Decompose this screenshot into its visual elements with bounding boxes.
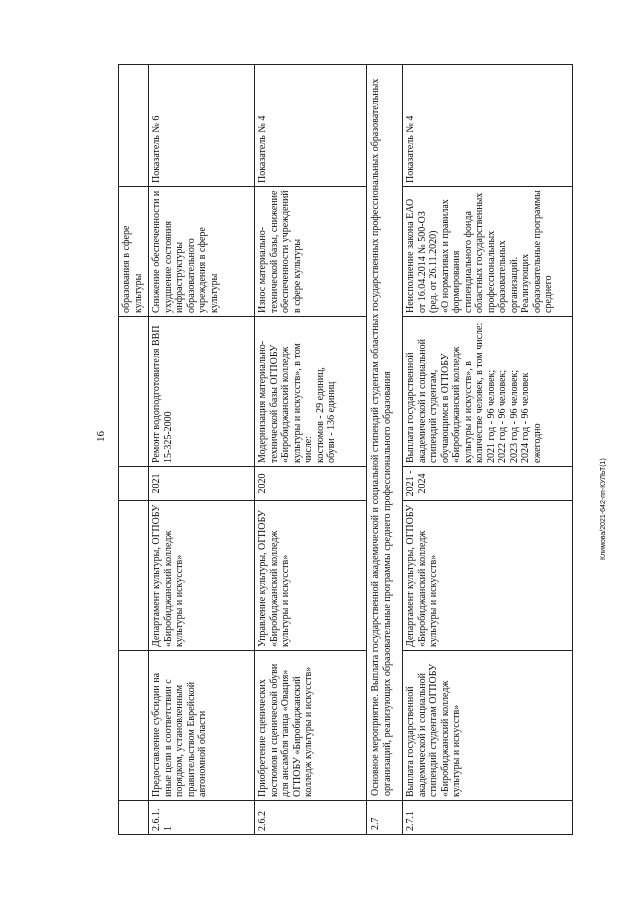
- table-row: [403, 65, 573, 835]
- table-row: [119, 65, 149, 835]
- section-title: Основное мероприятие. Выплата государственной академической и социальной стипендий студентам областных государственных профессиональных образовательных организаций, реализующих образовательные программы среднего профессионального образования: [367, 65, 403, 801]
- section-row: [367, 65, 403, 835]
- cell-year: 2020: [255, 467, 367, 501]
- cell-result: Ремонт водоподготовителя ВВП 15-325-2000: [149, 317, 255, 467]
- rotated-table-wrapper: [118, 65, 580, 835]
- cell-name: [119, 651, 149, 801]
- table-row: [255, 65, 367, 835]
- cell-executor: Управление культуры, ОГПОБУ «Биробиджанский колледж культуры и искусств»: [255, 501, 367, 651]
- cell-result: Модернизация материально-технической базы ОГПОБУ «Биробиджанский колледж культуры и искусств», в том числе: костюмов - 29 единиц, обуви - 136 единиц: [255, 317, 367, 467]
- cell-risk: Износ материально-технической базы, снижение обеспеченности учреждений в сфере культуры: [255, 187, 367, 317]
- cell-risk: Неисполнение закона ЕАО от 16.04.2014 № 500-ОЗ (ред. от 26.11.2020) «О нормативах и правилах формирования стипендиального фонда областных государственных профессиональных образовательных организаций. Реализующих образовательные программы среднего: [403, 187, 573, 317]
- cell-num: [119, 801, 149, 835]
- cell-num: 2.7.1: [403, 801, 573, 835]
- cell-name: Выплата государственной академической и социальной стипендий студентам ОГПОБУ «Биробиджанский колледж культуры и искусств»: [403, 651, 573, 801]
- cell-executor: Департамент культуры, ОГПОБУ «Биробиджанский колледж культуры и искусств»: [149, 501, 255, 651]
- cell-name: Предоставление субсидии на иные цели в соответствии с порядком, установленным правительством Еврейской автономной области: [149, 651, 255, 801]
- cell-num: 2.6.2: [255, 801, 367, 835]
- measures-table: [118, 64, 573, 835]
- cell-result: [119, 317, 149, 467]
- page-number: 16: [95, 431, 107, 442]
- cell-executor: Департамент культуры, ОГПОБУ «Биробиджанский колледж культуры и искусств»: [403, 501, 573, 651]
- cell-risk: Снижение обеспеченности и ухудшение состояния инфраструктуры образовательного учреждения в сфере культуры: [149, 187, 255, 317]
- cell-executor: [119, 501, 149, 651]
- section-num: 2.7: [367, 801, 403, 835]
- cell-indicator: Показатель № 4: [255, 65, 367, 187]
- cell-num: 2.6.1. 1: [149, 801, 255, 835]
- cell-risk: образования в сфере культуры: [119, 187, 149, 317]
- cell-indicator: Показатель № 4: [403, 65, 573, 187]
- cell-result: Выплата государственной академической и социальной стипендий студентам, обучающимся в ОГПОБУ «Биробиджанский колледж культуры и искусств», в количестве человек, в том числе: 2021 год - 96 человек; 2022 год - 96 человек; 2023 год - 96 человек; 2024 год - 96 человек ежегодно: [403, 317, 573, 467]
- cell-indicator: Показатель № 6: [149, 65, 255, 187]
- cell-name: Приобретение сценических костюмов и сценической обуви для ансамбля танца «Овация» ОГПОБУ «Биробиджанский колледж культуры и искусств»: [255, 651, 367, 801]
- footer-code: Климова/2021-642-пп-КУЛЬТ(1): [600, 458, 607, 560]
- cell-indicator: [119, 65, 149, 187]
- cell-year: 2021 - 2024: [403, 467, 573, 501]
- cell-year: [119, 467, 149, 501]
- cell-year: 2021: [149, 467, 255, 501]
- table-row: [149, 65, 255, 835]
